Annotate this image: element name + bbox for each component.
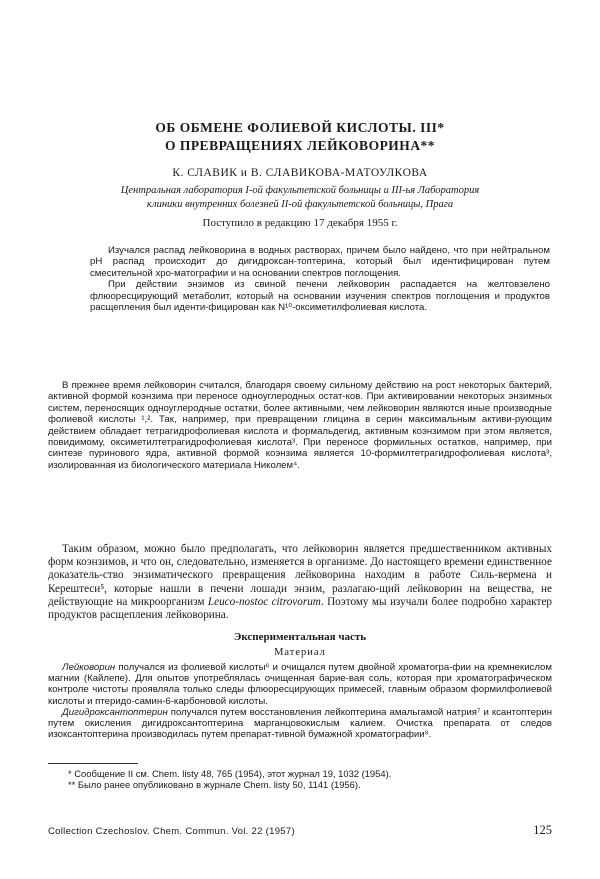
abstract-paragraph: Изучался распад лейковорина в водных растворах, причем было найдено, что при нейтральном pH распад происходит до дигидроксан-топтерина, который был идентифицирован путем смесительной хро-матографии и на основании спектров поглощения. [90,245,550,279]
materials-text-run: получался путем восстановления лейкоптерина амальгамой натрия⁷ и ксантоптерин путем окисления дигидроксантоптерина марганцовокислым калием. Очистка препарата от следов изоксантоптерина производилась путем препарат-тивной бумажной хроматографии⁸. [48,706,552,741]
received-date: Поступило в редакцию 17 декабря 1955 г. [202,217,398,229]
page-number: 125 [533,823,552,837]
body-text [48,543,552,622]
subsection-heading: Материал [274,647,326,658]
body-text-run: . Поэтому мы изучали более подробно характер продуктов расщепления лейковорина. [48,595,552,622]
journal-citation: Collection Czechoslov. Chem. Commun. Vol. 22 (1957) [48,826,295,837]
article-authors: К. СЛАВИК и В. СЛАВИКОВА-МАТОУЛКОВА [172,167,428,179]
article-title-line-1: ОБ ОБМЕНЕ ФОЛИЕВОЙ КИСЛОТЫ. III* [155,120,445,135]
abstract [90,245,550,313]
footnotes [48,768,552,791]
footnote: * Сообщение II см. Chem. listy 48, 765 (1954), этот журнал 19, 1032 (1954). [68,768,392,779]
abstract-paragraph: При действии энзимов из свиной печени лейковорин распадается на желтовзелено флюоресцирующий метаболит, который на основании изучения спектров поглощения и продуктов расщепления был иденти-фицирован как N¹⁰-оксиметилфолиевая кислота. [90,279,550,314]
intro-paragraph: В прежнее время лейковорин считался, благодаря своему сильному действию на рост некоторых бактерий, активной формой коэнзима при переносе одноуглеродных остат-ков. При активировании некоторых энзимных систем, переносящих одноуглеродные остатки, более активными, чем лейковорин являются иные производные фолиевой кислоты ¹,². Так, например, при превращении глицина в серин максимальным активи-рующим действием обладает тетрагидрофолиевая кислота и формальдегид, активным коэнзимом при этом является, повидимому, оксиметилтетрагидрофолиевая кислота³. При переносе формильных остатков, например, при синтезе пуринового ядра, активной формой коэнзима является 10-формилтетрагидрофолиевая кислота³, изолированная из биологического материала Николем⁴. [48,380,552,471]
article-title-line-2: О ПРЕВРАЩЕНИЯХ ЛЕЙКОВОРИНА** [164,138,436,153]
body-text-run: Таким образом, можно было предполагать, что лейковорин является предшественником активных форм коэнзимов, и что он, следовательно, изменяется в организме. До настоящего времени единственное доказатель-ство энзиматического превращения лейковорина находим в работе Силь-вермена и Керештеси⁵, которые нашли в печени лошади энзим, разлагаю-щий лейковорин на вещества, не действующие на микроорганизм [48,543,552,608]
term: Дигидроксантоптерин [62,706,168,718]
materials-paragraph [48,707,552,741]
introduction [48,380,552,471]
footnote-divider [48,763,138,764]
affiliation-line: клиники внутренних болезней II-ой факультетской больницы, Прага [146,199,454,210]
term: Лейковорин [62,662,116,673]
author-affiliation [40,184,560,212]
organism-name: Leuco-nostoc citrovorum [207,595,321,608]
materials-paragraph [48,662,552,707]
footnote: ** Было ранее опубликовано в журнале Chem. listy 50, 1141 (1956). [68,779,361,791]
section-heading: Экспериментальная часть [233,631,367,643]
affiliation-line: Центральная лаборатория I-ой факультетской больницы и III-ья Лаборатория [120,185,480,196]
materials-text-run: получался из фолиевой кислоты⁶ и очищался путем двойной хроматогра-фии на кремнекислом магнии (Кайлепе). Для опытов употреблялась очищенная барие-вая соль, которая при хроматографическом контроле чистоты проявляла только следы флюоресцирующих примесей, главным образом формилфолиевой кислоты и птеридо-самин-6-карбоновой кислоты. [48,662,552,707]
body-paragraph [48,543,552,622]
materials-text [48,662,552,740]
